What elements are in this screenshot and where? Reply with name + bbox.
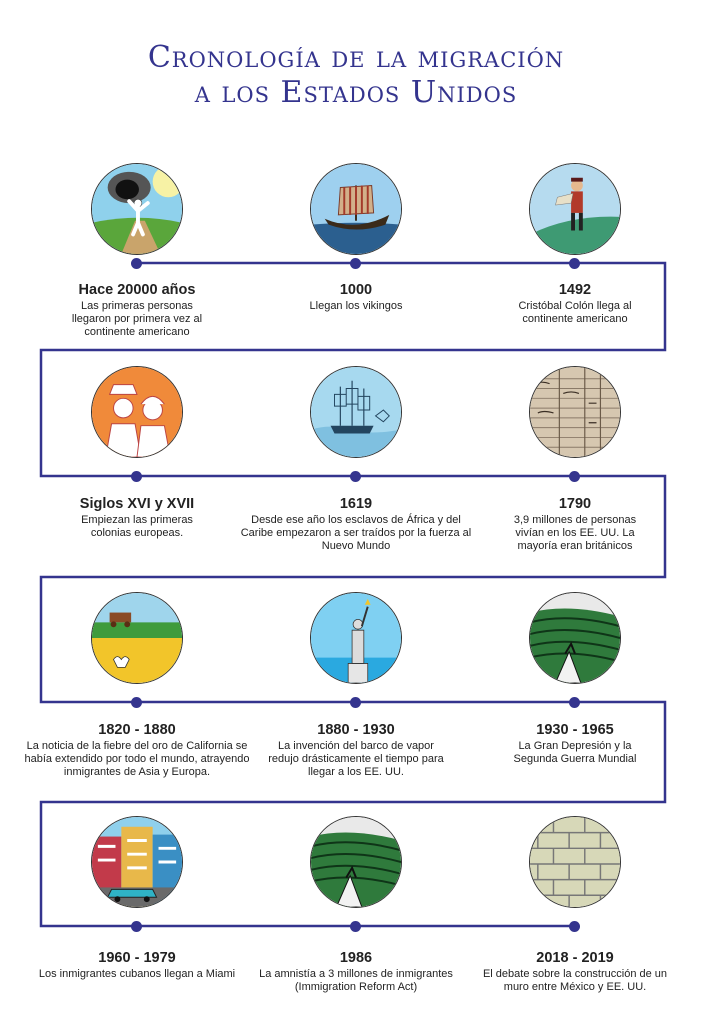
farm-field-icon bbox=[310, 816, 402, 908]
event-date: 1930 - 1965 bbox=[536, 722, 614, 738]
timeline-dot bbox=[131, 258, 142, 269]
timeline-dot bbox=[350, 921, 361, 932]
havana-street-icon bbox=[91, 816, 183, 908]
event-description: La invención del barco de vapor redujo drásticamente el tiempo para llegar a los EE. UU. bbox=[268, 740, 444, 778]
brick-wall-icon bbox=[529, 816, 621, 908]
event-date: 1820 - 1880 bbox=[98, 722, 176, 738]
title-line-1: Cronología de la migración bbox=[147, 40, 565, 75]
event-description: La amnistía a 3 millones de inmigrantes (Immigration Reform Act) bbox=[259, 968, 453, 993]
statue-of-liberty-icon bbox=[310, 592, 402, 684]
event-description: Los inmigrantes cubanos llegan a Miami bbox=[38, 968, 236, 980]
event-description: Llegan los vikingos bbox=[309, 300, 403, 312]
event-description: Cristóbal Colón llega al continente americano bbox=[518, 300, 632, 325]
event-date: 1960 - 1979 bbox=[98, 950, 176, 966]
columbus-icon bbox=[529, 163, 621, 255]
event-date: 1000 bbox=[339, 282, 373, 298]
event-date: Siglos XVI y XVII bbox=[79, 496, 195, 512]
viking-ship-icon bbox=[310, 163, 402, 255]
event-date: Hace 20000 años bbox=[78, 282, 196, 298]
timeline-dot bbox=[569, 258, 580, 269]
event-description: El debate sobre la construcción de un muro entre México y EE. UU. bbox=[482, 968, 668, 993]
event-description: La Gran Depresión y la Segunda Guerra Mundial bbox=[513, 740, 637, 765]
event-date: 1986 bbox=[339, 950, 373, 966]
timeline-dot bbox=[569, 471, 580, 482]
timeline-dot bbox=[350, 258, 361, 269]
pilgrims-icon bbox=[91, 366, 183, 458]
timeline-dot bbox=[569, 697, 580, 708]
event-date: 2018 - 2019 bbox=[536, 950, 614, 966]
sailing-ship-icon bbox=[310, 366, 402, 458]
event-description: Empiezan las primeras colonias europeas. bbox=[81, 514, 193, 539]
timeline-dot bbox=[350, 471, 361, 482]
farm-field-icon bbox=[529, 592, 621, 684]
event-description: 3,9 millones de personas vivían en los EE. UU. La mayoría eran británicos bbox=[513, 514, 637, 552]
census-document-icon bbox=[529, 366, 621, 458]
wagon-prairie-icon bbox=[91, 592, 183, 684]
event-date: 1880 - 1930 bbox=[317, 722, 395, 738]
timeline-dot bbox=[569, 921, 580, 932]
event-date: 1492 bbox=[558, 282, 592, 298]
timeline-dot bbox=[131, 921, 142, 932]
cave-man-icon bbox=[91, 163, 183, 255]
timeline-dot bbox=[131, 471, 142, 482]
timeline-dot bbox=[131, 697, 142, 708]
event-date: 1619 bbox=[339, 496, 373, 512]
event-date: 1790 bbox=[558, 496, 592, 512]
event-description: La noticia de la fiebre del oro de California se había extendido por todo el mundo, atrayendo inmigrantes de Asia y Europa. bbox=[24, 740, 250, 778]
title-line-2: a los Estados Unidos bbox=[194, 75, 518, 110]
event-description: Desde ese año los esclavos de África y del Caribe empezaron a ser traídos por la fuerza al Nuevo Mundo bbox=[240, 514, 472, 552]
timeline-dot bbox=[350, 697, 361, 708]
event-description: Las primeras personas llegaron por primera vez al continente americano bbox=[71, 300, 203, 338]
